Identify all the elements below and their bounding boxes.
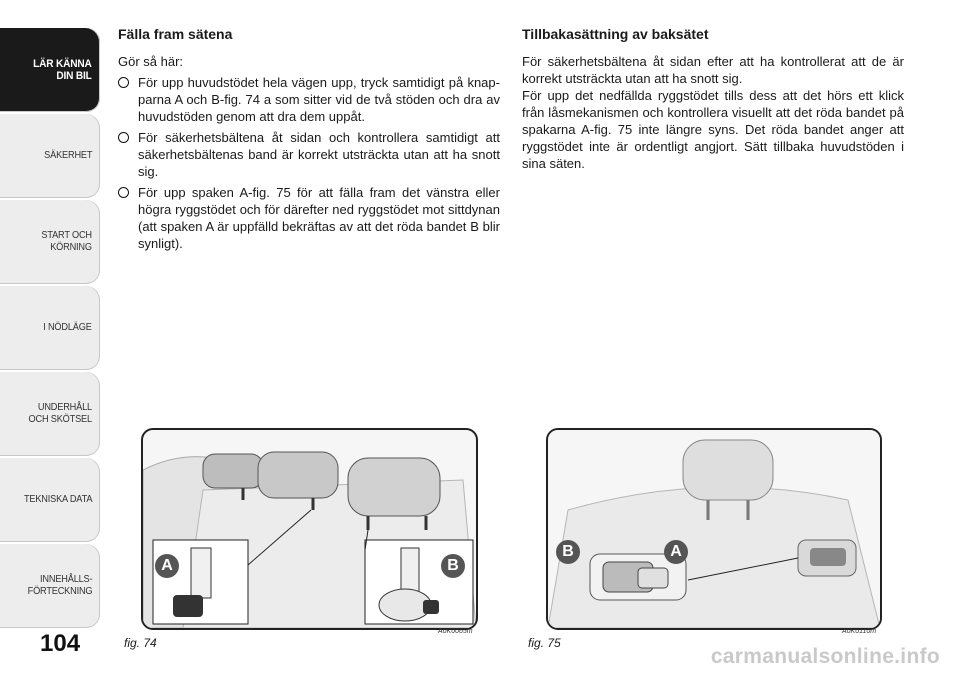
watermark-text: carmanualsonline.info	[710, 645, 940, 668]
label-a-badge: A	[664, 540, 688, 564]
tab-label: UNDERHÅLL OCH SKÖTSEL	[28, 402, 92, 425]
label-a-badge: A	[155, 554, 179, 578]
tab-sakerhet[interactable]	[0, 114, 100, 198]
seat-lever-drawing	[548, 430, 880, 628]
list-item-text: För upp huvudstödet hela vägen upp, tryck samtidigt på knapparna A och B-fig. 74 a som sitter vid de två stöden och dra av huvudstöden genom att dra dem uppåt.	[138, 75, 500, 124]
figure-code: A0K0110m	[842, 628, 877, 635]
instruction-list	[118, 74, 500, 252]
body-paragraph: För säkerhetsbältena åt sidan efter att ha kontrollerat att de är korrekt utsträckta utan att ha snott sig.	[522, 54, 904, 86]
tab-label: I NÖDLÄGE	[43, 322, 92, 333]
list-item	[118, 184, 500, 252]
tab-label: START OCH KÖRNING	[41, 230, 92, 253]
section-heading: Tillbakasättning av baksätet	[522, 26, 709, 42]
figure-code: A0K0065m	[438, 628, 473, 635]
page-number: 104	[40, 630, 81, 657]
right-column	[522, 26, 904, 172]
tab-label: SÄKERHET	[43, 150, 92, 161]
list-item	[118, 129, 500, 180]
tab-i-nodlage[interactable]	[0, 286, 100, 370]
chapter-sidebar	[0, 0, 104, 630]
circle-bullet-icon	[118, 132, 129, 143]
list-item	[118, 74, 500, 125]
tab-tekniska-data[interactable]	[0, 458, 100, 542]
tab-innehallsforteckning[interactable]	[0, 544, 100, 628]
figure-caption: fig. 75	[528, 636, 561, 650]
list-item-text: För upp spaken A-fig. 75 för att fälla fram det vänstra eller högra ryggstödet och för därefter ned ryggstödet mot sittdynan (att spaken A är uppfälld bekräftas av att det röda bandet B blir synligt).	[138, 185, 500, 251]
figure-75-seat-lever-illustration	[546, 428, 882, 630]
tab-underhall-och-skotsel[interactable]	[0, 372, 100, 456]
figure-caption: fig. 74	[124, 636, 157, 650]
label-b-badge: B	[556, 540, 580, 564]
list-item-text: För säkerhetsbältena åt sidan och kontrollera samtidigt att säkerhetsbältenas band är korrekt utsträckta utan att ha snott sig.	[138, 130, 500, 179]
body-paragraph: För upp det nedfällda ryggstödet tills dess att det hörs ett klick från låsmekanismen och kontrollera visuellt att det röda bandet på spakarna A-fig. 75 inte längre syns. Det röda bandet anger att ryggstödet inte är ordentligt angjort. Sätt tillbaka huvudstöden i sina säten.	[522, 88, 904, 171]
tab-label: INNEHÅLLS- FÖRTECKNING	[27, 574, 92, 597]
figure-74-headrest-illustration	[141, 428, 478, 630]
section-heading: Fälla fram sätena	[118, 26, 233, 42]
circle-bullet-icon	[118, 187, 129, 198]
tab-start-och-korning[interactable]	[0, 200, 100, 284]
tab-label: TEKNISKA DATA	[23, 494, 92, 505]
intro-text: Gör så här:	[118, 54, 184, 69]
left-column	[118, 26, 500, 256]
headrest-drawing	[143, 430, 476, 628]
label-b-badge: B	[441, 554, 465, 578]
tab-label: LÄR KÄNNA DIN BIL	[33, 58, 92, 82]
circle-bullet-icon	[118, 77, 129, 88]
tab-lar-kanna-din-bil[interactable]	[0, 28, 100, 112]
